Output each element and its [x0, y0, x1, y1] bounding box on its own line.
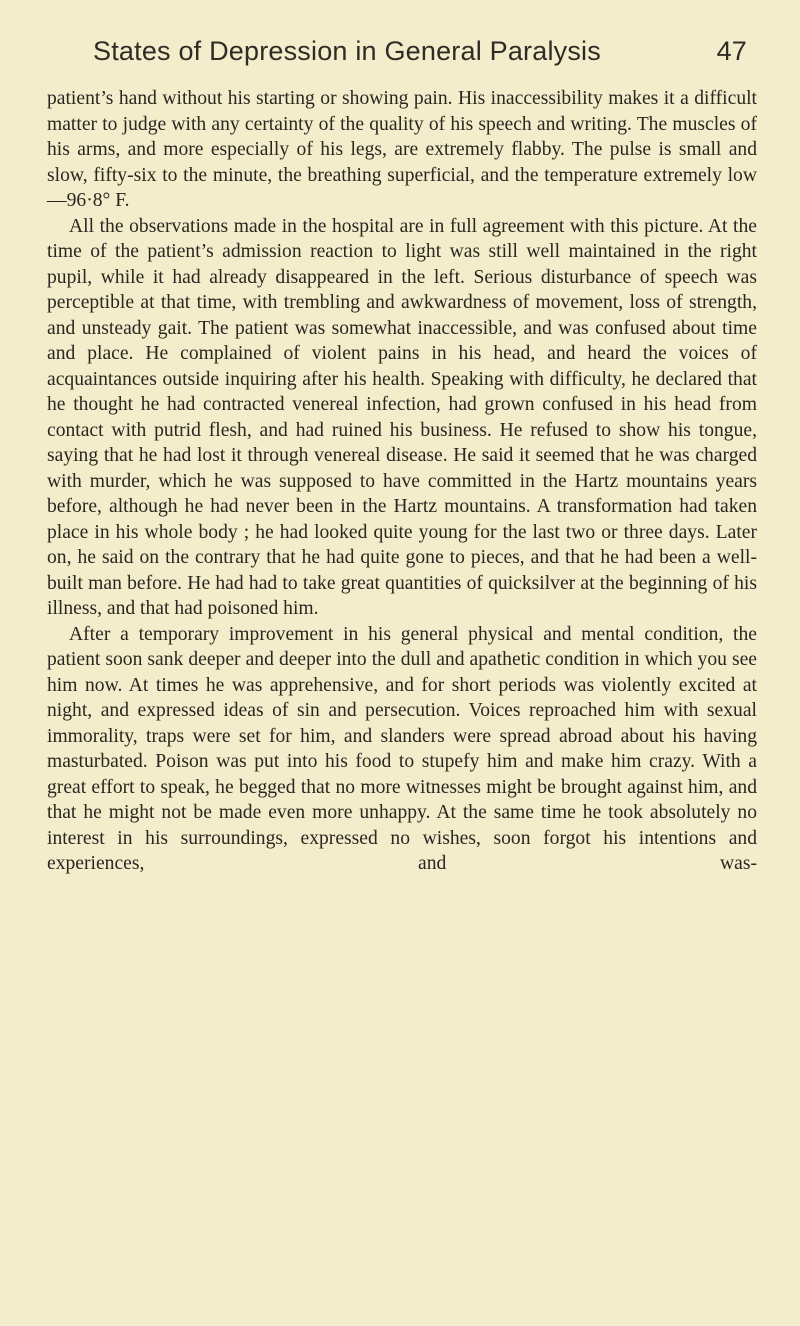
running-head [47, 28, 757, 84]
page-number: 47 [716, 36, 747, 66]
paragraph-later-course: After a temporary improvement in his general physical and mental condition, the patient soon sank deeper and deeper into the dull and apathetic condition in which you see him now. At times he was apprehensive, and for short periods was violently excited at night, and expressed ideas of sin and persecution. Voices reproached him with sexual immorality, traps were set for him, and slanders were spread abroad about his having masturbated. Poison was put into his food to stupefy him and make him crazy. With a great effort to speak, he begged that no more witnesses might be brought against him, and that he might not be made even more unhappy. At the same time he took absolutely no interest in his surroundings, expressed no wishes, soon forgot his intentions and experiences, and was- [47, 623, 757, 874]
body-text [47, 86, 757, 877]
paragraph-hospital-observations: All the observations made in the hospital are in full agreement with this picture. At the time of the patient’s admission reaction to light was still well maintained in the right pupil, while it had already disappeared in the left. Serious disturbance of speech was perceptible at that time, with trembling and awkwardness of movement, loss of strength, and unsteady gait. The patient was somewhat inaccessible, and was confused about time and place. He complained of violent pains in his head, and heard the voices of acquaintances outside inquiring after his health. Speaking with difficulty, he declared that he thought he had contracted venereal infection, had grown confused in his head from contact with putrid flesh, and had ruined his business. He refused to show his tongue, saying that he had lost it through venereal disease. He said it seemed that he was charged with murder, which he was supposed to have committed in the Hartz mountains years before, although he had never been in the Hartz mountains. A transformation had taken place in his whole body ; he had looked quite young for the last two or three days. Later on, he said on the contrary that he had quite gone to pieces, and that he had been a well-built man before. He had had to take great quantities of quicksilver at the beginning of his illness, and that had poisoned him. [47, 215, 757, 619]
running-title: States of Depression in General Paralysis [93, 36, 601, 66]
book-page [47, 28, 757, 877]
paragraph-continuation: patient’s hand without his starting or showing pain. His inaccessibility makes it a difficult matter to judge with any certainty of the quality of his speech and writing. The muscles of his arms, and more especially of his legs, are extremely flabby. The pulse is small and slow, fifty-six to the minute, the breathing superficial, and the temperature extremely low—96·8° F. [47, 88, 757, 211]
